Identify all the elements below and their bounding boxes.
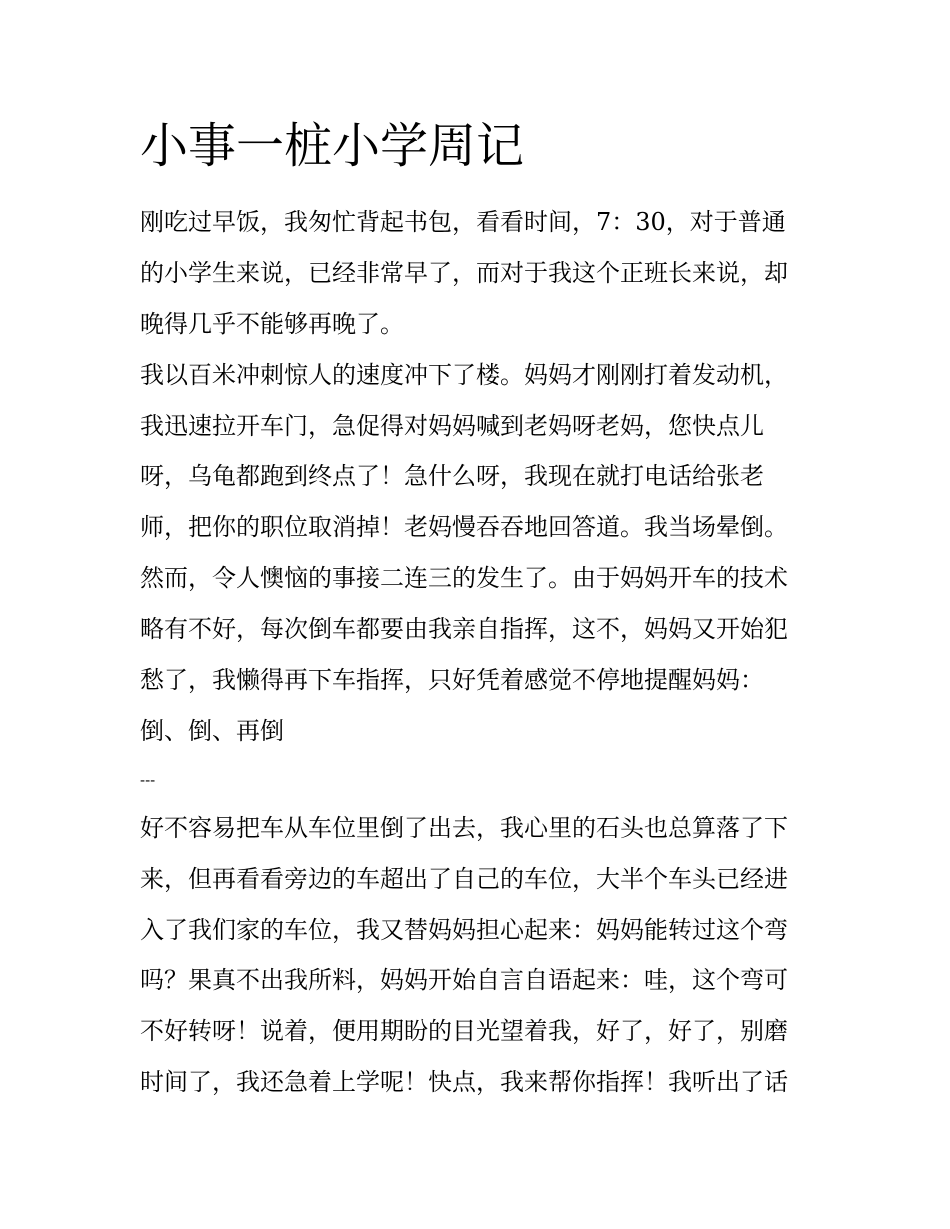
text-line: 好不容易把车从车位里倒了出去，我心里的石头也总算落了下 xyxy=(140,813,788,842)
text-line: 的小学生来说，已经非常早了，而对于我这个正班长来说，却 xyxy=(140,258,788,287)
text-line: 倒、倒、再倒 xyxy=(140,716,284,745)
section-separator: --- xyxy=(140,770,156,789)
text-line: 我以百米冲刺惊人的速度冲下了楼。妈妈才刚刚打着发动机， xyxy=(140,360,788,389)
text-line: 我迅速拉开车门，急促得对妈妈喊到老妈呀老妈，您快点儿 xyxy=(140,411,764,440)
text-line: 晚得几乎不能够再晚了。 xyxy=(140,309,404,338)
text-line: 来，但再看看旁边的车超出了自己的车位，大半个车头已经进 xyxy=(140,864,788,893)
text-line: 不好转呀！说着，便用期盼的目光望着我，好了，好了，别磨 xyxy=(140,1017,788,1046)
text-line: 吗？果真不出我所料，妈妈开始自言自语起来：哇，这个弯可 xyxy=(140,966,788,995)
text-line: 入了我们家的车位，我又替妈妈担心起来：妈妈能转过这个弯 xyxy=(140,915,788,944)
text-line: 时间了，我还急着上学呢！快点，我来帮你指挥！我听出了话 xyxy=(140,1068,788,1097)
text-line: 略有不好，每次倒车都要由我亲自指挥，这不，妈妈又开始犯 xyxy=(140,615,788,644)
essay-body xyxy=(140,197,840,1108)
text-line: 师，把你的职位取消掉！老妈慢吞吞地回答道。我当场晕倒。 xyxy=(140,513,788,542)
text-line: 呀，乌龟都跑到终点了！急什么呀，我现在就打电话给张老 xyxy=(140,462,764,491)
text-line: 刚吃过早饭，我匆忙背起书包，看看时间，7：30，对于普通 xyxy=(140,208,786,236)
page-title: 小事一桩小学周记 xyxy=(140,118,525,174)
text-line: 然而，令人懊恼的事接二连三的发生了。由于妈妈开车的技术 xyxy=(140,564,788,593)
text-line: 愁了，我懒得再下车指挥，只好凭着感觉不停地提醒妈妈： xyxy=(140,666,764,695)
